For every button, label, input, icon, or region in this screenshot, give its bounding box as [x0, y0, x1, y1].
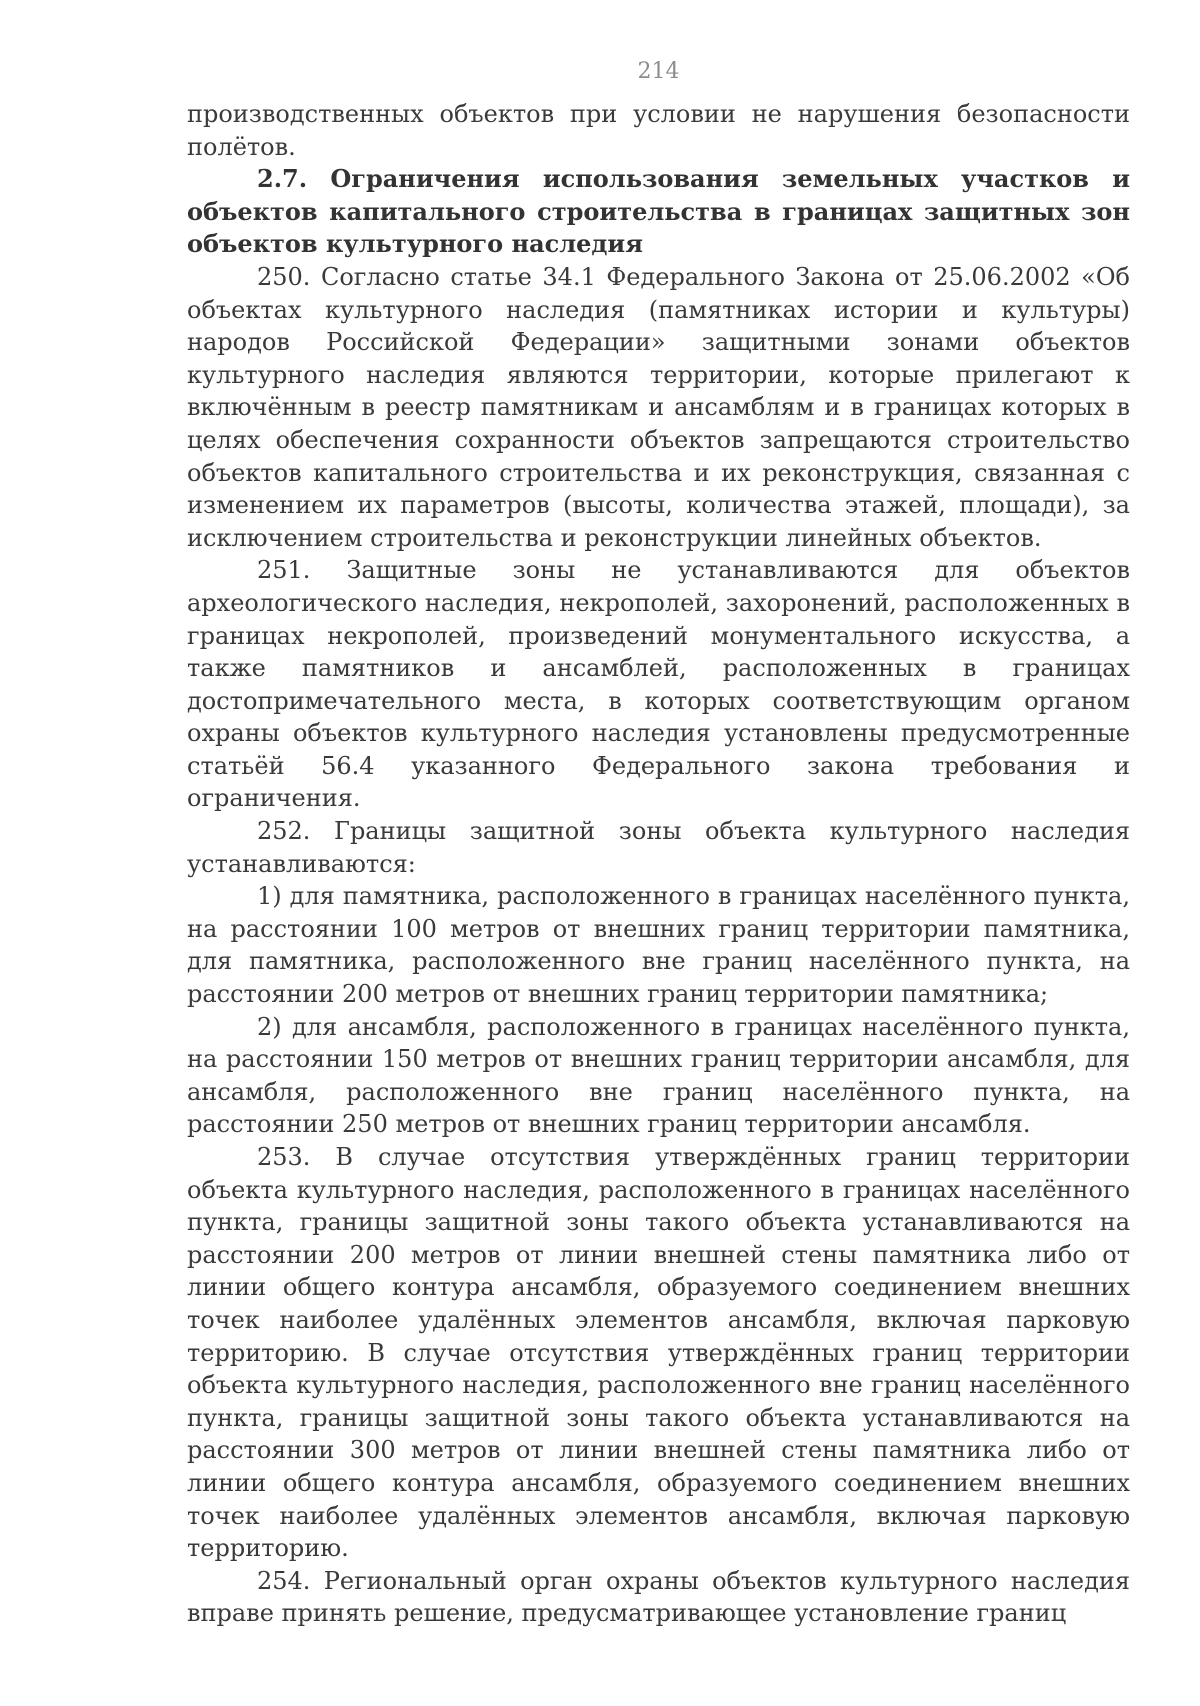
paragraph-252-item-2: 2) для ансамбля, расположенного в границах населённого пункта, на расстоянии 150 метров от внешних границ территории ансамбля, для ансамбля, расположенного вне границ населённого пункта, на расстоянии 250 метров от внешних границ территории ансамбля.	[187, 1012, 1130, 1139]
paragraph-253: 253. В случае отсутствия утверждённых границ территории объекта культурного наследия, расположенного в границах населённого пункта, границы защитной зоны такого объекта устанавливаются на расстоянии 200 метров от линии внешней стены памятника либо от линии общего контура ансамбля, образуемого соединением внешних точек наиболее удалённых элементов ансамбля, включая парковую территорию. В случае отсутствия утверждённых границ территории объекта культурного наследия, расположенного вне границ населённого пункта, границы защитной зоны такого объекта устанавливаются на расстоянии 300 метров от линии внешней стены памятника либо от линии общего контура ансамбля, образуемого соединением внешних точек наиболее удалённых элементов ансамбля, включая парковую территорию.	[187, 1143, 1130, 1563]
section-heading: 2.7. Ограничения использования земельных участков и объектов капитального строительства в границах защитных зон объектов культурного наследия	[187, 164, 1130, 259]
paragraph-254: 254. Региональный орган охраны объектов культурного наследия вправе принять решение, предусматривающее установление границ	[187, 1566, 1130, 1628]
page-number: 214	[637, 59, 680, 84]
paragraph-250: 250. Согласно статье 34.1 Федерального Закона от 25.06.2002 «Об объектах культурного наследия (памятниках истории и культуры) народов Российской Федерации» защитными зонами объектов культурного наследия являются территории, которые прилегают к включённым в реестр памятникам и ансамблям и в границах которых в целях обеспечения сохранности объектов запрещаются строительство объектов капитального строительства и их реконструкция, связанная с изменением их параметров (высоты, количества этажей, площади), за исключением строительства и реконструкции линейных объектов.	[187, 262, 1130, 552]
document-page	[187, 56, 1130, 1630]
paragraph-251: 251. Защитные зоны не устанавливаются для объектов археологического наследия, некрополей, захоронений, расположенных в границах некрополей, произведений монументального искусства, а также памятников и ансамблей, расположенных в границах достопримечательного места, в которых соответствующим органом охраны объектов культурного наследия установлены предусмотренные статьёй 56.4 указанного Федерального закона требования и ограничения.	[187, 556, 1130, 813]
paragraph-252-item-1: 1) для памятника, расположенного в границах населённого пункта, на расстоянии 100 метров от внешних границ территории памятника, для памятника, расположенного вне границ населённого пункта, на расстоянии 200 метров от внешних границ территории памятника;	[187, 882, 1130, 1009]
paragraph-continuation: производственных объектов при условии не нарушения безопасности полётов.	[187, 100, 1130, 161]
paragraph-252: 252. Границы защитной зоны объекта культурного наследия устанавливаются:	[187, 817, 1130, 878]
